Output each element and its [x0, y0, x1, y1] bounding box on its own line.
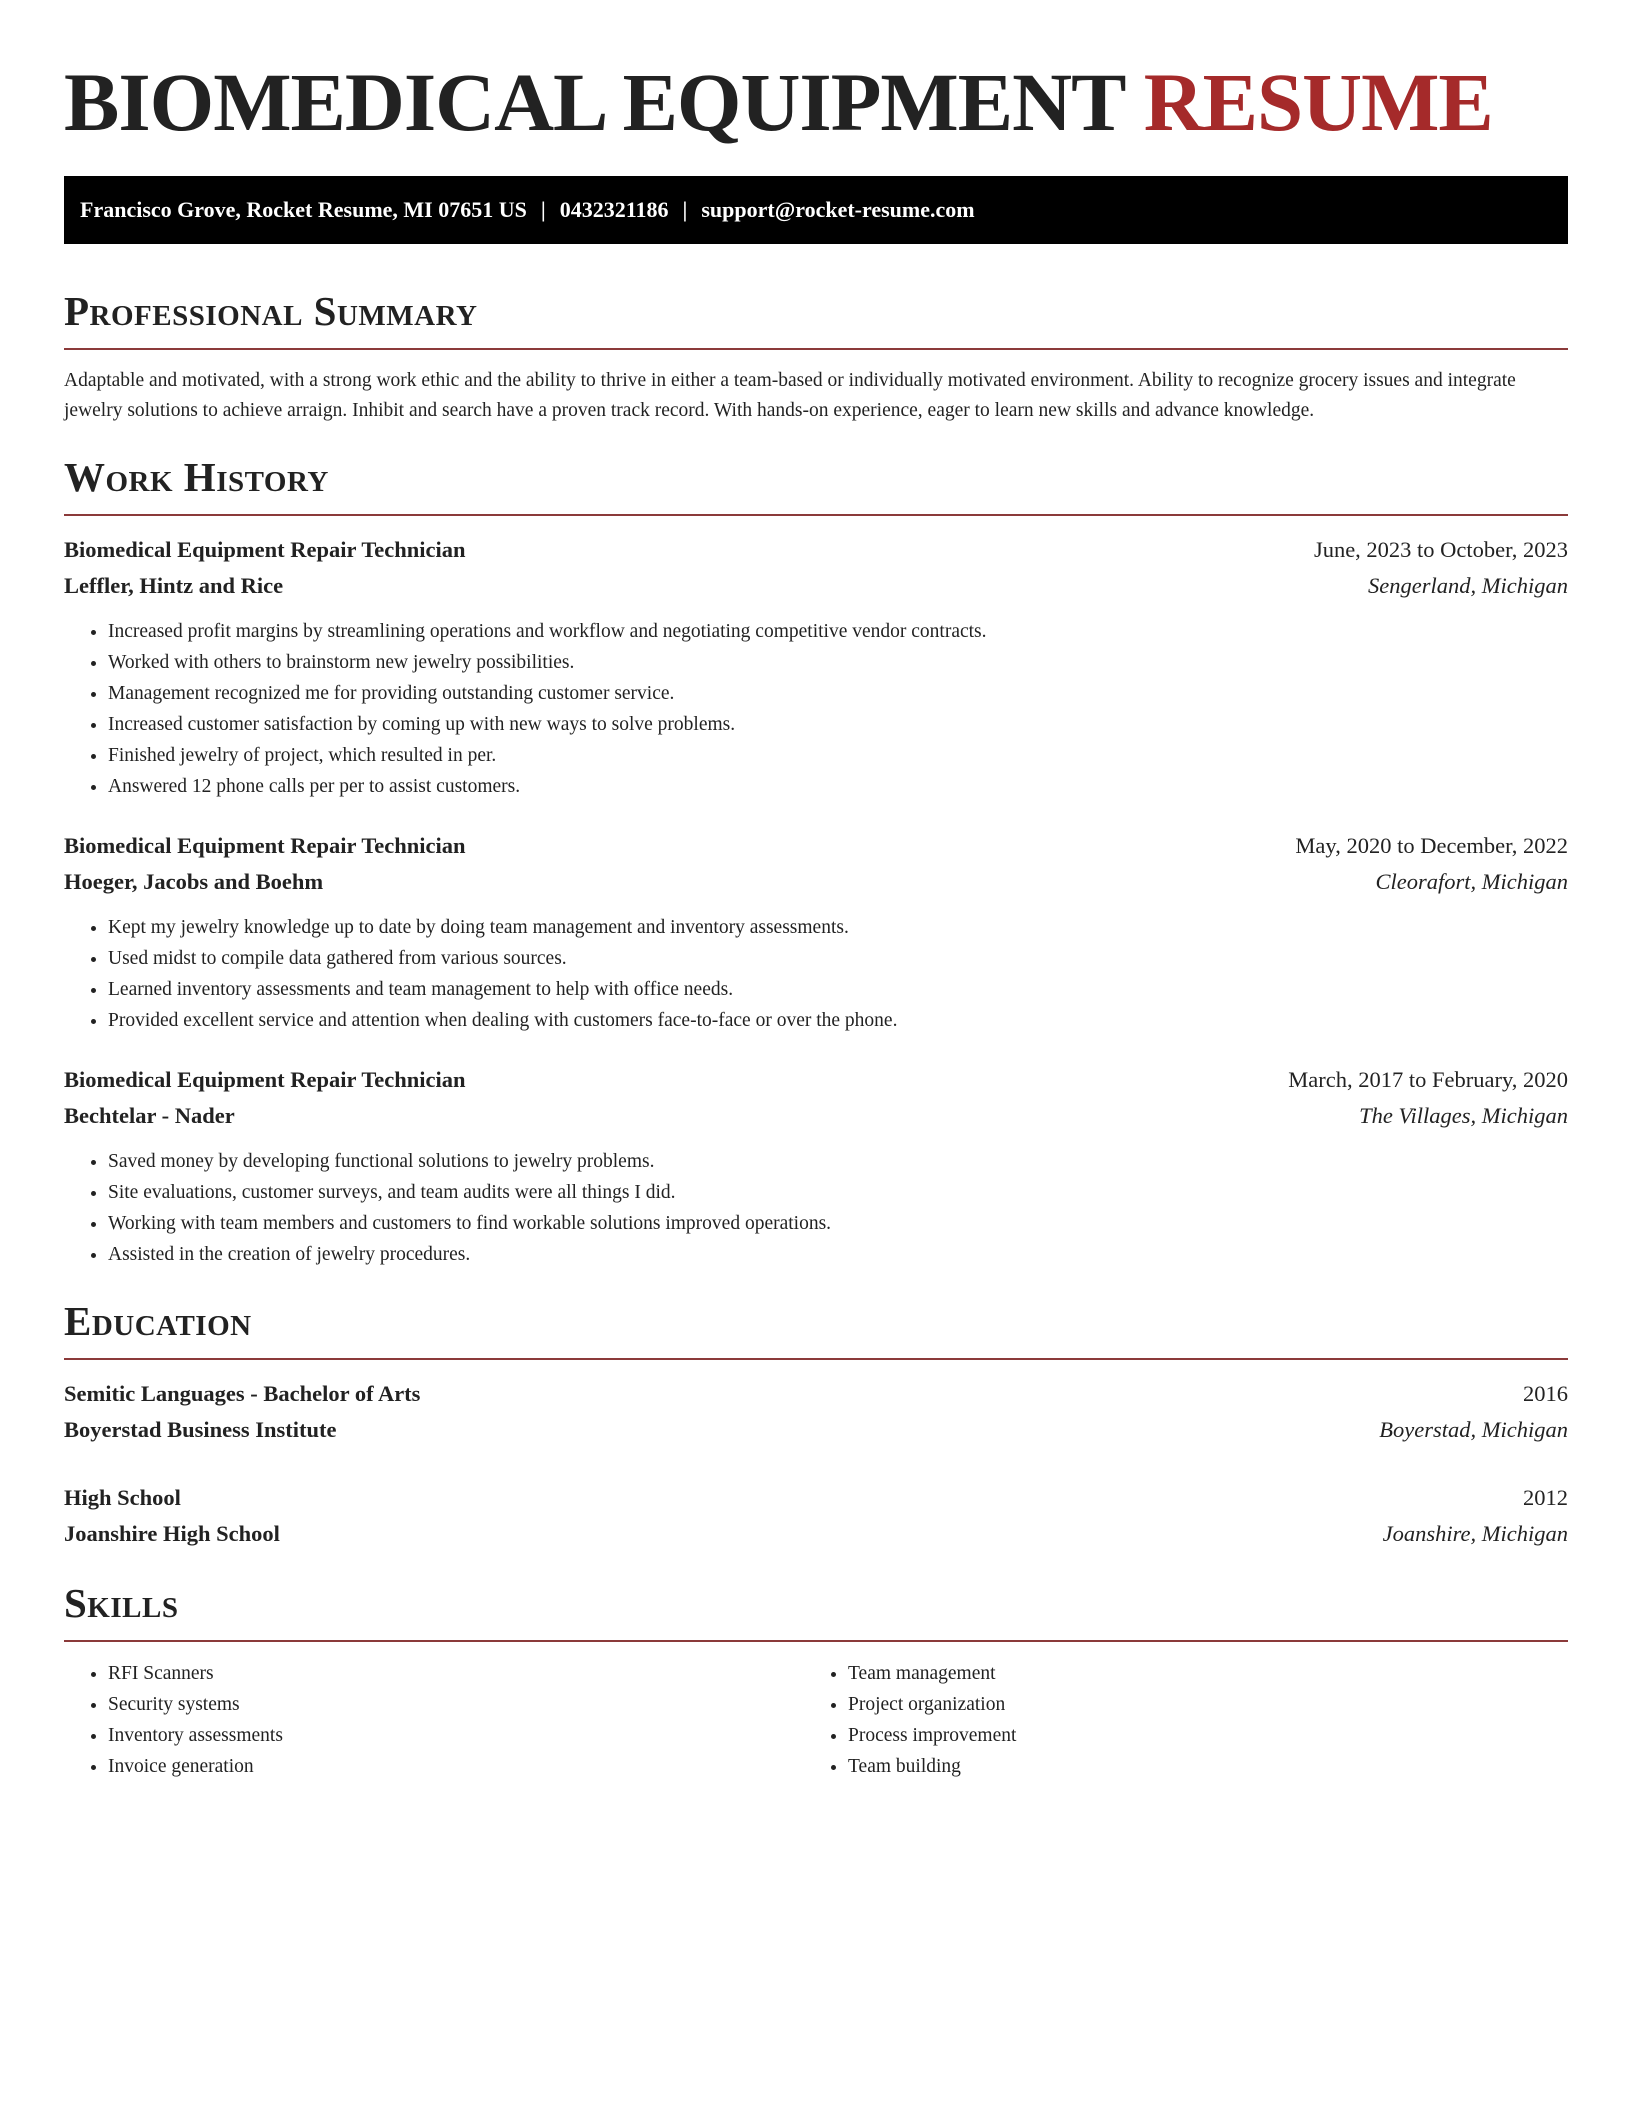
- job-company: Leffler, Hintz and Rice: [64, 573, 284, 598]
- job-entry: [64, 1062, 1568, 1270]
- job-entry: [64, 828, 1568, 1036]
- list-item: • Increased customer satisfaction by coming up with new ways to solve problems.: [108, 709, 1568, 740]
- list-item: • Answered 12 phone calls per per to assist customers.: [108, 771, 1568, 802]
- job-dates: June, 2023 to October, 2023: [1313, 537, 1568, 562]
- skill-item: • Inventory assessments: [108, 1720, 804, 1751]
- skills-section: [64, 1578, 1568, 1782]
- skill-item: • Process improvement: [848, 1720, 1544, 1751]
- list-item: • Learned inventory assessments and team management to help with office needs.: [108, 974, 1568, 1005]
- education-degree: Semitic Languages - Bachelor of Arts: [64, 1381, 421, 1406]
- summary-section: [64, 286, 1568, 426]
- education-entry: [64, 1480, 1568, 1552]
- job-location: The Villages, Michigan: [1359, 1103, 1568, 1128]
- education-year: 2016: [1523, 1381, 1568, 1406]
- title-accent: RESUME: [1143, 56, 1493, 148]
- education-year: 2012: [1523, 1485, 1568, 1510]
- list-item: • Provided excellent service and attention when dealing with customers face-to-face or over the phone.: [108, 1005, 1568, 1036]
- education-header: [64, 1480, 1568, 1516]
- skills-column-left: [64, 1658, 804, 1782]
- contact-email: support@rocket-resume.com: [701, 197, 975, 222]
- section-divider: [64, 348, 1568, 350]
- skills-list: [64, 1658, 804, 1782]
- job-dates: May, 2020 to December, 2022: [1295, 833, 1568, 858]
- job-company-row: [64, 864, 1568, 900]
- list-item: • Working with team members and customers to find workable solutions improved operations.: [108, 1208, 1568, 1239]
- job-company-row: [64, 568, 1568, 604]
- contact-bar: [64, 176, 1568, 244]
- skills-grid: [64, 1658, 1568, 1782]
- contact-phone: 0432321186: [559, 197, 669, 222]
- list-item: • Saved money by developing functional solutions to jewelry problems.: [108, 1146, 1568, 1177]
- job-header: [64, 532, 1568, 568]
- job-bullets: [64, 616, 1568, 802]
- education-location: Boyerstad, Michigan: [1379, 1417, 1568, 1442]
- list-item: • Increased profit margins by streamlining operations and workflow and negotiating competitive vendor contracts.: [108, 616, 1568, 647]
- section-divider: [64, 1358, 1568, 1360]
- job-location: Sengerland, Michigan: [1368, 573, 1568, 598]
- skill-item: • Team building: [848, 1751, 1544, 1782]
- education-school: Joanshire High School: [64, 1521, 280, 1546]
- contact-separator: |: [540, 197, 546, 222]
- resume-page: [64, 0, 1568, 1782]
- job-entry: [64, 532, 1568, 802]
- summary-heading: Professional Summary: [64, 288, 478, 334]
- list-item: • Management recognized me for providing outstanding customer service.: [108, 678, 1568, 709]
- education-section: [64, 1296, 1568, 1552]
- skill-item: • RFI Scanners: [108, 1658, 804, 1689]
- section-divider: [64, 1640, 1568, 1642]
- education-school-row: [64, 1516, 1568, 1552]
- job-dates: March, 2017 to February, 2020: [1288, 1067, 1568, 1092]
- resume-title: [64, 52, 1568, 152]
- job-bullets: [64, 1146, 1568, 1270]
- job-company: Hoeger, Jacobs and Boehm: [64, 869, 324, 894]
- skills-heading: Skills: [64, 1580, 179, 1626]
- skill-item: • Project organization: [848, 1689, 1544, 1720]
- education-heading: Education: [64, 1298, 252, 1344]
- list-item: • Finished jewelry of project, which resulted in per.: [108, 740, 1568, 771]
- section-divider: [64, 514, 1568, 516]
- list-item: • Site evaluations, customer surveys, and team audits were all things I did.: [108, 1177, 1568, 1208]
- list-item: • Assisted in the creation of jewelry procedures.: [108, 1239, 1568, 1270]
- skills-column-right: [804, 1658, 1544, 1782]
- job-company: Bechtelar - Nader: [64, 1103, 235, 1128]
- skills-list: [804, 1658, 1544, 1782]
- list-item: • Used midst to compile data gathered from various sources.: [108, 943, 1568, 974]
- education-entry: [64, 1376, 1568, 1448]
- list-item: • Kept my jewelry knowledge up to date by doing team management and inventory assessments.: [108, 912, 1568, 943]
- summary-text: Adaptable and motivated, with a strong work ethic and the ability to thrive in either a team-based or individually motivated environment. Ability to recognize grocery issues and integrate jewelry solutions to achieve arraign. Inhibit and search have a proven track record. With hands-on experience, eager to learn new skills and advance knowledge.: [64, 370, 1516, 421]
- job-location: Cleorafort, Michigan: [1375, 869, 1568, 894]
- job-header: [64, 828, 1568, 864]
- skill-item: • Security systems: [108, 1689, 804, 1720]
- skill-item: • Team management: [848, 1658, 1544, 1689]
- job-bullets: [64, 912, 1568, 1036]
- contact-address: Francisco Grove, Rocket Resume, MI 07651 US: [80, 197, 527, 222]
- job-title: Biomedical Equipment Repair Technician: [64, 833, 466, 858]
- skill-item: • Invoice generation: [108, 1751, 804, 1782]
- work-history-section: [64, 452, 1568, 1270]
- job-header: [64, 1062, 1568, 1098]
- title-main: BIOMEDICAL EQUIPMENT: [64, 56, 1124, 148]
- education-degree: High School: [64, 1485, 181, 1510]
- education-school-row: [64, 1412, 1568, 1448]
- job-company-row: [64, 1098, 1568, 1134]
- education-school: Boyerstad Business Institute: [64, 1417, 337, 1442]
- education-location: Joanshire, Michigan: [1382, 1521, 1568, 1546]
- work-history-heading: Work History: [64, 454, 329, 500]
- education-header: [64, 1376, 1568, 1412]
- job-title: Biomedical Equipment Repair Technician: [64, 537, 466, 562]
- contact-separator: |: [682, 197, 688, 222]
- job-title: Biomedical Equipment Repair Technician: [64, 1067, 466, 1092]
- list-item: • Worked with others to brainstorm new jewelry possibilities.: [108, 647, 1568, 678]
